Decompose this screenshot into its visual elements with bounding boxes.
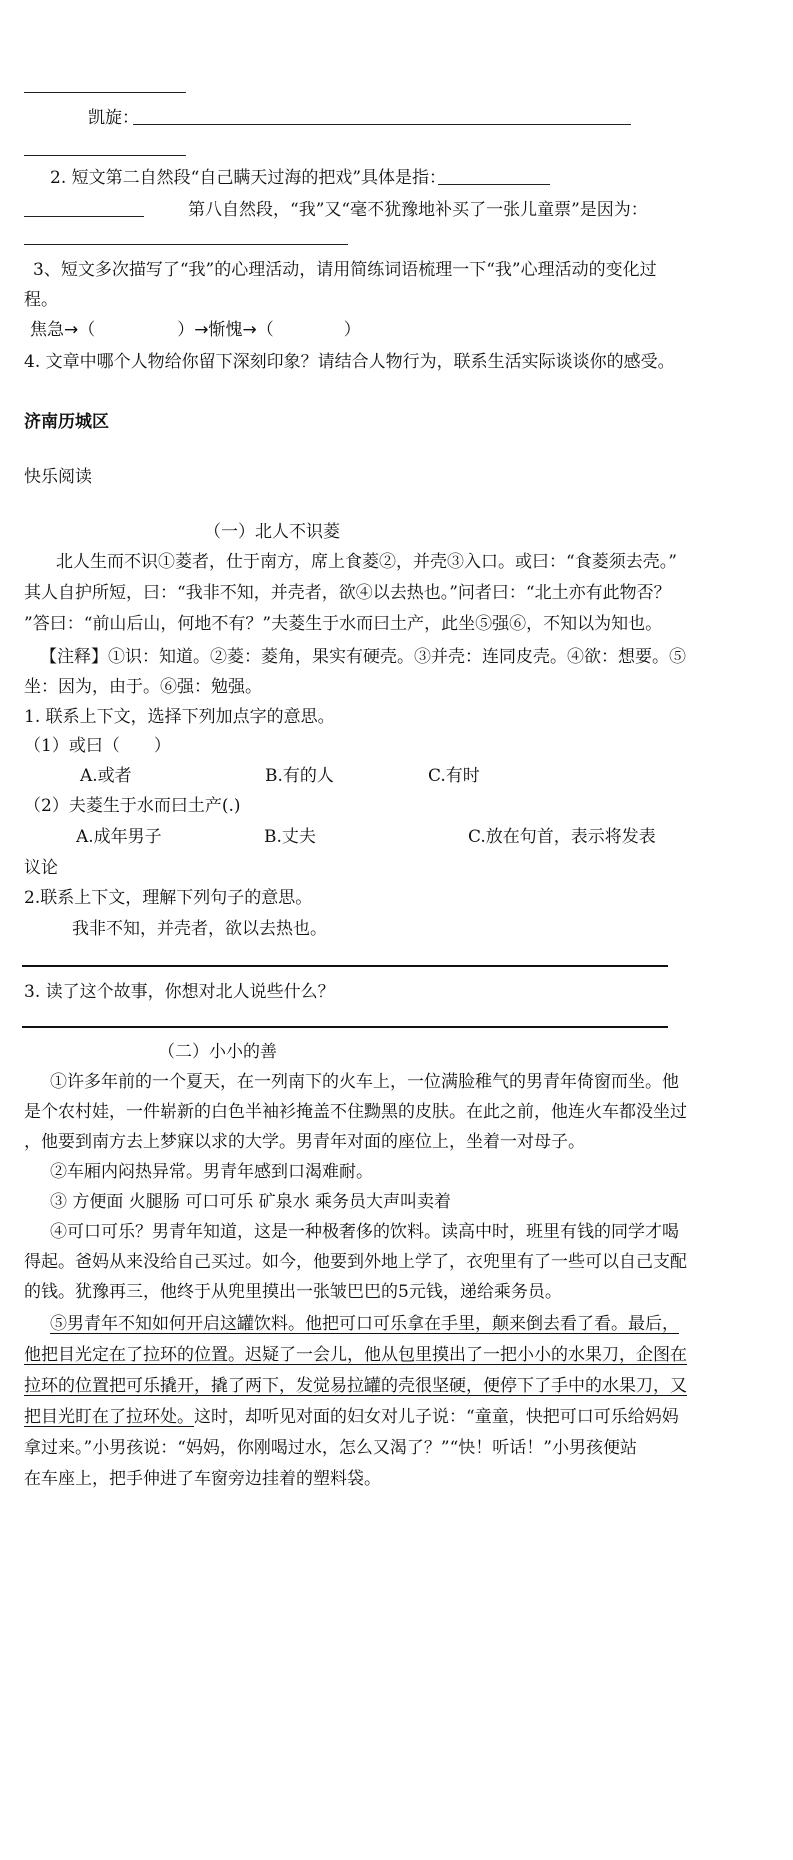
option-c-wrap: 议论 [24, 858, 58, 878]
arrow-right-icon: → [194, 320, 209, 340]
answer-line [24, 216, 144, 217]
region-heading: 济南历城区 [24, 412, 109, 432]
passage-1-line: ”答曰：“前山后山，何地不有？”夫菱生于水而曰土产，此坐⑤强⑥，不知以为知也。 [24, 614, 663, 634]
paren-open: （ [78, 320, 96, 340]
option-b: B.丈夫 [264, 827, 316, 847]
passage-2-line: ④可口可乐？男青年知道，这是一种极奢侈的饮料。读高中时，班里有钱的同学才喝 [50, 1222, 679, 1242]
passage-2-line: 是个农村娃，一件崭新的白色半袖衫掩盖不住黝黑的皮肤。在此之前，他连火车都没坐过 [24, 1102, 687, 1122]
answer-line [24, 155, 186, 156]
passage-2-line: ③ 方便面 火腿肠 可口可乐 矿泉水 乘务员大声叫卖着 [50, 1192, 452, 1212]
answer-line [133, 124, 631, 125]
option-c: C.有时 [428, 766, 480, 786]
question-1-2: （2）夫菱生于水而曰土产(.) [24, 796, 241, 816]
underlined-line: ⑤男青年不知如何开启这罐饮料。他把可口可乐拿在手里，颠来倒去看了看。最后， [50, 1314, 679, 1334]
underlined-line: 他把目光定在了拉环的位置。迟疑了一会儿，他从包里摸出了一把小小的水果刀，企图在 [24, 1345, 687, 1365]
arrow-right-icon: → [242, 320, 257, 340]
passage-2-line [24, 1405, 679, 1429]
underlined-segment: 把目光盯在了拉环处。 [24, 1407, 194, 1427]
answer-line [22, 1026, 668, 1028]
passage-2-line: 的钱。犹豫再三，他终于从兜里摸出一张皱巴巴的5元钱，递给乘务员。 [24, 1282, 562, 1302]
option-b: B.有的人 [265, 766, 334, 786]
subheading: 快乐阅读 [24, 467, 92, 487]
question-1-1: （1）或曰（ ） [24, 736, 171, 756]
passage-1-title: （一）北人不识菱 [204, 522, 340, 542]
passage-1-line: 北人生而不识①菱者，仕于南方，席上食菱②，并壳③入口。或曰：“食菱须去壳。” [56, 552, 677, 572]
option-c: C.放在句首，表示将发表 [468, 827, 656, 847]
emotion-anxious: 焦急 [30, 320, 64, 340]
option-a: A.成年男子 [76, 827, 162, 847]
question-2-part2: 第八自然段，“我”又“毫不犹豫地补买了一张儿童票”是因为： [188, 200, 648, 220]
answer-line [24, 92, 186, 93]
question-2: 2.联系上下文，理解下列句子的意思。 [24, 888, 313, 908]
question-2-part1: 2. 短文第二自然段“自己瞒天过海的把戏”具体是指： [50, 168, 447, 188]
plain-segment: 这时，却听见对面的妇女对儿子说：“童童，快把可口可乐给妈妈 [194, 1407, 679, 1427]
answer-line [438, 184, 550, 185]
passage-2-title: （二）小小的善 [158, 1042, 277, 1062]
question-4: 4. 文章中哪个人物给你留下深刻印象？请结合人物行为，联系生活实际谈谈你的感受。 [24, 352, 675, 372]
paren-open: （ [256, 320, 274, 340]
option-a: A.或者 [80, 766, 132, 786]
paren-close: ） [177, 320, 195, 340]
question-3-line1: 3、短文多次描写了“我”的心理活动，请用简练词语梳理一下“我”心理活动的变化过 [33, 260, 657, 280]
emotion-ashamed: 惭愧 [208, 320, 243, 340]
passage-1-line: 其人自护所短，曰：“我非不知，并壳者，欲④以去热也。”问者曰：“北土亦有此物否？ [24, 583, 671, 603]
kaixuan-label: 凯旋： [88, 108, 139, 128]
question-1: 1. 联系上下文，选择下列加点字的意思。 [24, 707, 335, 727]
emotion-chain [30, 318, 361, 342]
notes-line: 坐：因为，由于。⑥强：勉强。 [24, 677, 262, 697]
passage-2-line: 得起。爸妈从来没给自己买过。如今，他要到外地上学了，衣兜里有了一些可以自己支配 [24, 1252, 687, 1272]
notes-line: 【注释】①识：知道。②菱：菱角，果实有硬壳。③并壳：连同皮壳。④欲：想要。⑤ [40, 647, 686, 667]
passage-2-line: 拿过来。”小男孩说：“妈妈，你刚喝过水，怎么又渴了？”“快！听话！”小男孩便站 [24, 1438, 637, 1458]
question-3: 3. 读了这个故事，你想对北人说些什么？ [24, 982, 335, 1002]
passage-2-line: 在车座上，把手伸进了车窗旁边挂着的塑料袋。 [24, 1469, 381, 1489]
paren-close: ） [343, 320, 361, 340]
question-3-line2: 程。 [24, 290, 58, 310]
answer-line [24, 244, 348, 245]
answer-line [22, 965, 668, 967]
question-2-sentence: 我非不知，并壳者，欲以去热也。 [72, 919, 327, 939]
arrow-right-icon: → [64, 320, 79, 340]
passage-2-line: ，他要到南方去上梦寐以求的大学。男青年对面的座位上，坐着一对母子。 [24, 1132, 585, 1152]
passage-2-line: ①许多年前的一个夏天，在一列南下的火车上，一位满脸稚气的男青年倚窗而坐。他 [50, 1072, 679, 1092]
passage-2-line: ②车厢内闷热异常。男青年感到口渴难耐。 [50, 1162, 373, 1182]
underlined-line: 拉环的位置把可乐撬开，撬了两下，发觉易拉罐的壳很坚硬，便停下了手中的水果刀，又 [24, 1376, 687, 1396]
